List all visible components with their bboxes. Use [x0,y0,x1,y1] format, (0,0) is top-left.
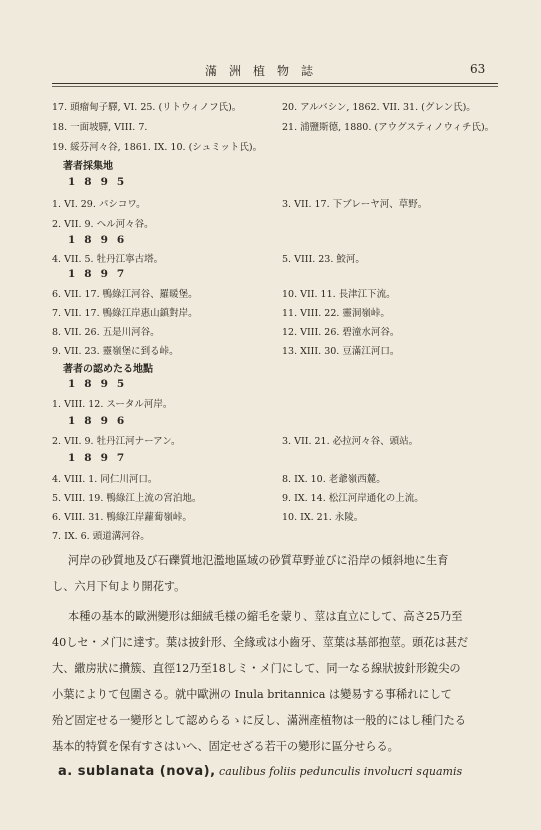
locality-entry: 1. VI. 29. パシコワ。 [52,199,146,210]
locality-entry: 13. XIII. 30. 豆滿江河口。 [282,346,400,357]
year-heading: 1897 [68,268,134,280]
page-number: 63 [470,62,486,76]
paragraph-line: 大、繖房狀に攢簇、直徑12乃至18しミ・メ门にして、同一なる線狀披針形銳尖の [52,662,461,675]
variety-line [58,764,462,779]
header-rule [52,83,498,84]
paragraph-line: し、六月下旬より開花す。 [52,580,186,593]
paragraph-line: 河岸の砂質地及び石礫質地氾濫地區域の砂質草野並びに沿岸の傾斜地に生育 [68,554,449,567]
year-heading: 1896 [68,234,134,246]
locality-entry: 4. VII. 5. 牡丹江寧古塔。 [52,254,164,265]
locality-entry: 9. VII. 23. 靈嶺堡に到る峠。 [52,346,179,357]
paragraph-line: 殆ど固定せる一變形として認めらるゝに反し、滿洲產植物は一般的にはし種门たる [52,714,466,727]
locality-entry: 1. VIII. 12. スータル河岸。 [52,399,173,410]
locality-entry: 6. VIII. 31. 鴨綠江岸蘿蔔嶺峠。 [52,512,192,523]
locality-entry: 17. 頭瘤甸子驛, VI. 25. (リトウィノフ氏)。 [52,102,242,113]
year-heading: 1897 [68,452,134,464]
locality-entry: 2. VII. 9. 牡丹江河ナーアン。 [52,436,181,447]
year-heading: 1895 [68,378,134,390]
paragraph-line: 基本的特質を保有すさはいへ、固定せざる若干の變形に區分せらる。 [52,740,399,753]
locality-entry: 6. VII. 17. 鴨綠江河谷、羅暖堡。 [52,289,198,300]
locality-entry: 20. アルバシン, 1862. VII. 31. (グレン氏)。 [282,102,476,113]
locality-entry: 5. VIII. 19. 鴨綠江上流の宮泊地。 [52,493,202,504]
variety-name: a. sublanata (nova), [58,764,216,779]
paragraph-line: 本種の基本的歐洲變形は細絨毛様の縮毛を蒙り、莖は直立にして、高さ25乃至 [68,610,463,623]
locality-entry: 19. 綏芬河々谷, 1861. IX. 10. (シュミット氏)。 [52,142,263,153]
locality-entry: 9. IX. 14. 松江河岸通化の上流。 [282,493,424,504]
locality-entry: 10. IX. 21. 永陵。 [282,512,364,523]
locality-entry: 2. VII. 9. ヘル河々谷。 [52,219,154,230]
header-rule-secondary [52,86,498,87]
paragraph-line: 40しセ・メ门に達す。葉は披針形、全緣或は小齒牙、莖葉は基部抱莖。頭花は甚だ [52,636,469,649]
locality-entry: 21. 浦鹽斯德, 1880. (アウグスティノウィチ氏)。 [282,122,495,133]
section-heading: 著者の認めたる地點 [63,364,153,375]
locality-entry: 8. VII. 26. 五是川河谷。 [52,327,160,338]
locality-entry: 5. VIII. 23. 鮫河。 [282,254,365,265]
year-heading: 1896 [68,415,134,427]
locality-entry: 10. VII. 11. 長津江下流。 [282,289,396,300]
section-heading: 著者採集地 [63,161,113,172]
locality-entry: 3. VII. 21. 必拉河々谷、頭站。 [282,436,419,447]
locality-entry: 11. VIII. 22. 靈洞嶺峠。 [282,308,390,319]
running-title: 滿洲植物誌 [205,64,326,78]
variety-description: caulibus foliis pedunculis involucri squamis [215,765,463,778]
locality-entry: 3. VII. 17. 下ブレーヤ河、草野。 [282,199,428,210]
locality-entry: 18. 一面坡驛, VIII. 7. [52,122,148,133]
locality-entry: 4. VIII. 1. 同仁川河口。 [52,474,158,485]
year-heading: 1895 [68,176,134,188]
locality-entry: 7. VII. 17. 鴨綠江岸惠山鎮對岸。 [52,308,198,319]
locality-entry: 12. VIII. 26. 碧潼水河谷。 [282,327,400,338]
locality-entry: 7. IX. 6. 頭道溝河谷。 [52,531,150,542]
locality-entry: 8. IX. 10. 老爺嶺西麓。 [282,474,386,485]
paragraph-line: 小葉によりて包圍さる。就中歐洲の Inula britannica は變易する事稀れにして [52,688,452,701]
